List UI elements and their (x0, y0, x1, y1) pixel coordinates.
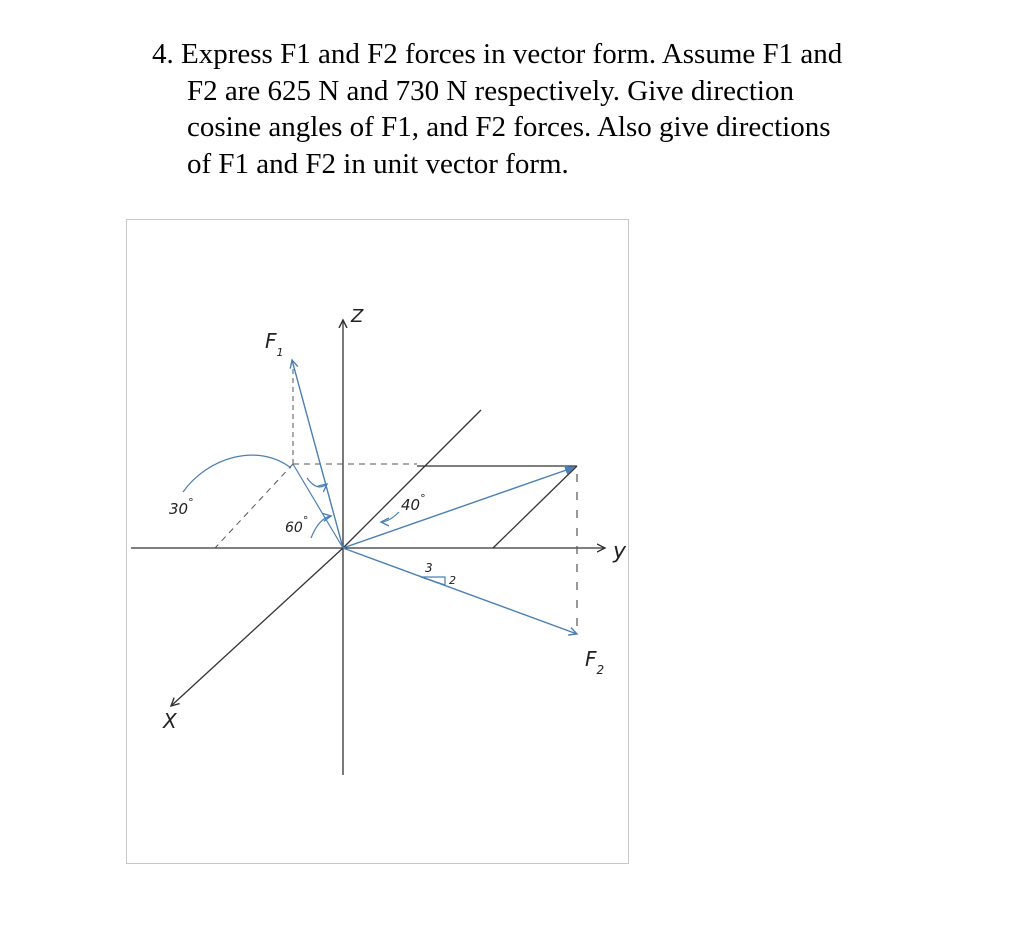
angle-40-label (401, 492, 426, 514)
slope-triangle (421, 577, 445, 585)
f2-label (585, 647, 604, 677)
slope-run-label: 3 (425, 561, 433, 575)
x-axis-label: X (163, 709, 177, 733)
x-axis-back (343, 410, 481, 548)
f1-projection-to-x-axis (215, 464, 293, 548)
force-diagram-canvas (127, 220, 630, 865)
y-axis-label: y (613, 539, 627, 564)
angle-30-degree: ° (188, 496, 194, 509)
f2-upper-vector (343, 467, 575, 548)
angle-30-label (169, 496, 194, 518)
angle-40-degree: ° (420, 492, 426, 505)
angle-40-value: 40 (401, 496, 421, 514)
problem-statement (152, 36, 932, 182)
z-axis-label: Z (351, 306, 364, 327)
angle-60-arc (311, 516, 331, 538)
x-axis (171, 548, 343, 706)
problem-line-1: 4. Express F1 and F2 forces in vector form. Assume F1 and (152, 38, 843, 70)
slope-rise-label: 2 (449, 574, 456, 587)
angle-60-value: 60 (285, 520, 303, 536)
f1-label (265, 329, 284, 359)
angle-40-arc (381, 512, 399, 522)
problem-line-2: F2 are 625 N and 730 N respectively. Give direction (187, 74, 794, 107)
angle-30-arc (183, 455, 291, 492)
problem-line-3: cosine angles of F1, and F2 forces. Also give directions (187, 111, 831, 143)
f2-vector (343, 548, 577, 634)
angle-60-degree: ° (302, 514, 309, 527)
f2-parallel-to-x (493, 466, 577, 548)
angle-60-label (285, 514, 308, 536)
force-diagram (126, 219, 629, 864)
f1-label-main: F (265, 329, 277, 353)
angle-30-value: 30 (169, 500, 189, 518)
problem-line-4: of F1 and F2 in unit vector form. (187, 147, 569, 180)
f1-label-sub: 1 (276, 346, 284, 359)
f2-label-main: F (585, 647, 597, 671)
f2-label-sub: 2 (596, 663, 605, 677)
